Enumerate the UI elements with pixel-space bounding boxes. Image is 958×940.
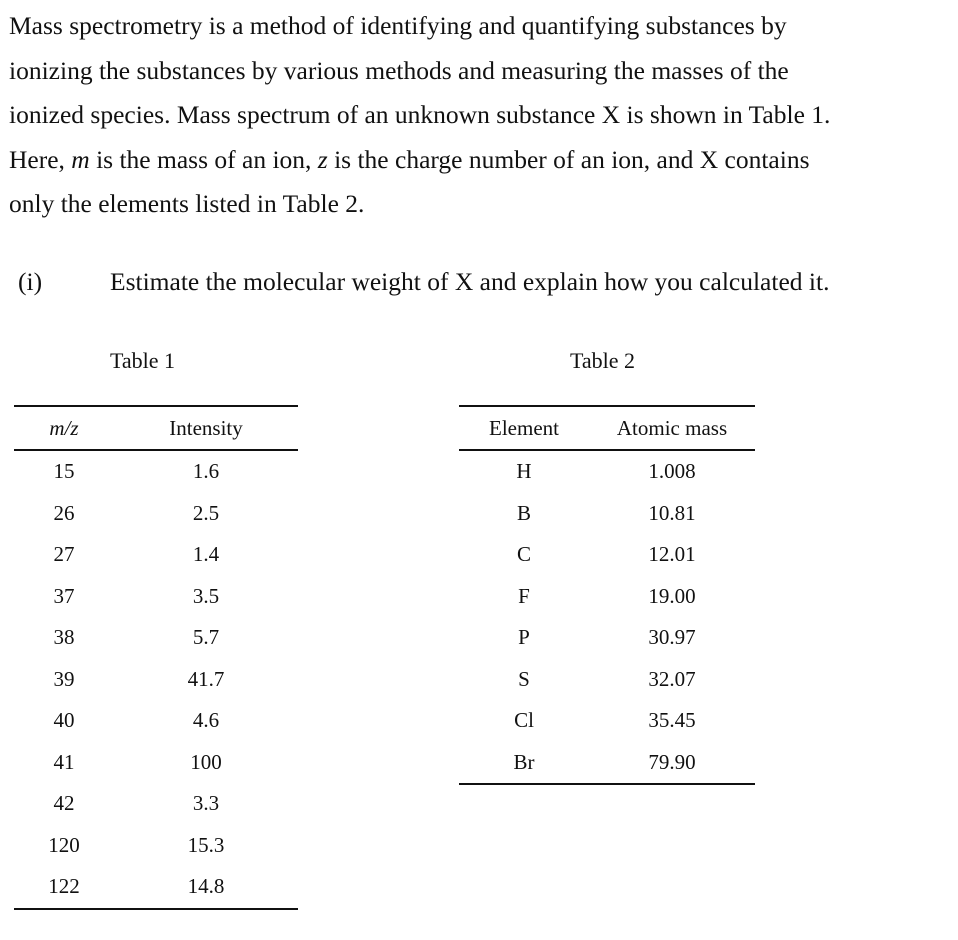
mz-cell: 26 [53, 500, 75, 525]
column-header-atomic-mass: Atomic mass [589, 406, 755, 450]
table-row [14, 450, 298, 493]
intro-text: is the mass of an ion, [89, 144, 318, 174]
atomic-mass-cell: 79.90 [648, 749, 696, 774]
var-z: z [317, 144, 328, 174]
mz-cell: 122 [48, 874, 80, 899]
table-row [459, 659, 755, 701]
table2-caption: Table 2 [570, 348, 636, 373]
mz-cell: 39 [53, 666, 75, 691]
table-row [459, 493, 755, 535]
mz-cell: 37 [53, 583, 75, 608]
mz-cell: 38 [53, 625, 75, 650]
atomic-mass-cell: 19.00 [648, 583, 696, 608]
question-number: (i) [18, 267, 43, 296]
table-header-row [14, 406, 298, 450]
intensity-cell: 1.6 [192, 459, 220, 484]
intensity-cell: 5.7 [192, 625, 220, 650]
intensity-cell: 3.3 [192, 791, 220, 816]
mass-spectrum-table [14, 405, 298, 910]
intro-line: only the elements listed in Table 2. [9, 189, 365, 218]
element-cell: F [518, 583, 530, 608]
table-row [459, 450, 755, 493]
element-cell: B [516, 500, 531, 525]
column-header-mz: m/z [14, 406, 114, 450]
mz-cell: 27 [53, 542, 75, 567]
table-header-row [459, 406, 755, 450]
intro-paragraph [9, 4, 949, 227]
element-cell: Br [513, 749, 535, 774]
atomic-mass-cell: 32.07 [648, 666, 696, 691]
atomic-mass-cell: 12.01 [648, 542, 696, 567]
atomic-mass-cell: 35.45 [648, 708, 696, 733]
table-row [14, 742, 298, 784]
intro-text: Here, [9, 144, 72, 174]
table-row [14, 825, 298, 867]
var-m: m [71, 144, 90, 174]
question-text: Estimate the molecular weight of X and explain how you calculated it. [110, 267, 830, 296]
column-header-element: Element [459, 406, 589, 450]
table-row [459, 534, 755, 576]
mz-cell: 42 [53, 791, 75, 816]
intensity-cell: 3.5 [192, 583, 220, 608]
mz-cell: 120 [48, 832, 80, 857]
table-row [14, 576, 298, 618]
intensity-cell: 2.5 [192, 500, 220, 525]
intensity-cell: 41.7 [187, 666, 225, 691]
element-cell: Cl [514, 708, 534, 733]
atomic-mass-cell: 1.008 [648, 459, 696, 484]
intro-line: Mass spectrometry is a method of identifying and quantifying substances by [9, 11, 787, 40]
intensity-cell: 15.3 [187, 832, 225, 857]
table-row [459, 742, 755, 785]
element-cell: C [516, 542, 531, 567]
table-row [14, 700, 298, 742]
table-row [14, 617, 298, 659]
table-row [459, 700, 755, 742]
table-row [14, 534, 298, 576]
intro-text: is the charge number of an ion, and X contains [327, 144, 810, 174]
table1-caption: Table 1 [110, 348, 176, 373]
element-cell: P [518, 625, 530, 650]
intro-line: ionized species. Mass spectrum of an unknown substance X is shown in Table 1. [9, 100, 831, 129]
table-row [459, 617, 755, 659]
intro-line [9, 138, 949, 183]
mz-cell: 40 [53, 708, 75, 733]
table-row [14, 659, 298, 701]
element-cell: H [516, 459, 532, 484]
intensity-cell: 1.4 [192, 542, 220, 567]
table-row [14, 783, 298, 825]
intro-line: ionizing the substances by various methods and measuring the masses of the [9, 55, 789, 85]
atomic-mass-cell: 30.97 [648, 625, 696, 650]
intensity-cell: 100 [190, 749, 222, 774]
mz-cell: 15 [53, 459, 75, 484]
table-row [14, 493, 298, 535]
table-row [14, 866, 298, 909]
mz-cell: 41 [53, 749, 75, 774]
column-header-intensity: Intensity [114, 406, 298, 450]
intensity-cell: 14.8 [187, 874, 225, 899]
atomic-mass-table [459, 405, 755, 785]
table-row [459, 576, 755, 618]
element-cell: S [518, 666, 530, 691]
atomic-mass-cell: 10.81 [648, 500, 696, 525]
intensity-cell: 4.6 [192, 708, 220, 733]
